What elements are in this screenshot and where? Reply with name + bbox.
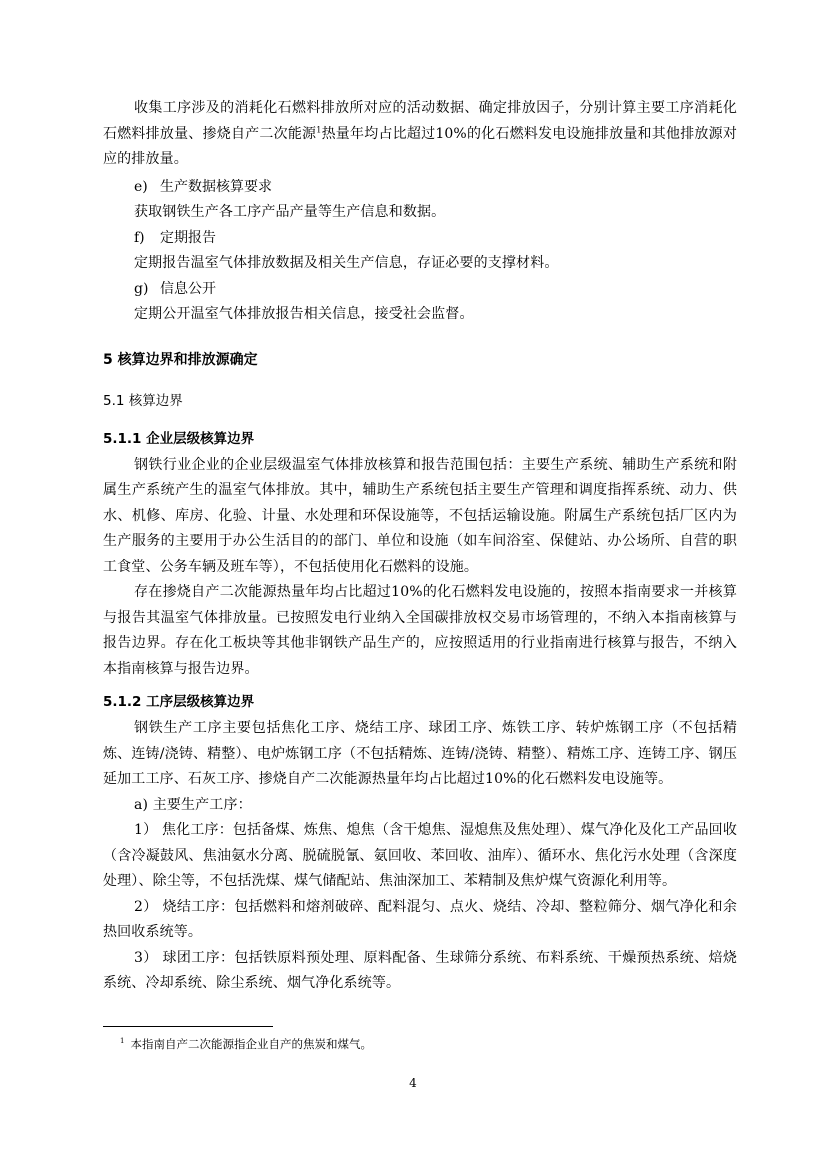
main-processes-label: a) 主要生产工序： <box>134 796 252 813</box>
footnote-ref[interactable]: 1 <box>316 124 322 134</box>
list-item-f-text: 定期报告温室气体排放数据及相关生产信息，存证必要的支撑材料。 <box>134 255 559 271</box>
page-number: 4 <box>409 1076 417 1090</box>
process-pelletizing: 3） 球团工序：包括铁原料预处理、原料配备、生球筛分系统、布料系统、干燥预热系统、焙烧系统、冷却系统、除尘系统、烟气净化系统等。 <box>103 949 737 991</box>
process-sintering: 2） 烧结工序：包括燃料和熔剂破碎、配料混匀、点火、烧结、冷却、整粒筛分、烟气净化和余热回收系统等。 <box>103 898 737 940</box>
intro-paragraph: 收集工序涉及的消耗化石燃料排放所对应的活动数据、确定排放因子，分别计算主要工序消耗化石燃料排放量、掺烧自产二次能源$^1$热量年均占比超过10%的化石燃料发电设施排放量和其他排放源对应的排放量。 <box>103 100 738 167</box>
list-item-e-text: 获取钢铁生产各工序产品产量等生产信息和数据。 <box>134 204 446 220</box>
page-body <box>103 96 737 997</box>
section-5-heading: 5 核算边界和排放源确定 <box>103 351 258 368</box>
section-5-1-1-paragraph-1: 钢铁行业企业的企业层级温室气体排放核算和报告范围包括：主要生产系统、辅助生产系统和附属生产系统产生的温室气体排放。其中，辅助生产系统包括主要生产管理和调度指挥系统、动力、供水、机修、库房、化验、计量、水处理和环保设施等，不包括运输设施。附属生产系统包括厂区内为生产服务的主要用于办公生活目的的部门、单位和设施（如车间浴室、保健站、办公场所、自营的职工食堂、公务车辆及班车等），不包括使用化石燃料的设施。 <box>103 456 737 575</box>
footnote-divider <box>103 1026 273 1027</box>
section-5-1-1-heading: 5.1.1 企业层级核算边界 <box>103 430 255 447</box>
section-5-1-2-paragraph: 钢铁生产工序主要包括焦化工序、烧结工序、球团工序、炼铁工序、转炉炼钢工序（不包括精炼、连铸/浇铸、精整）、电炉炼钢工序（不包括精炼、连铸/浇铸、精整）、精炼工序、连铸工序、钢压延加工工序、石灰工序、掺烧自产二次能源热量年均占比超过10%的化石燃料发电设施等。 <box>103 720 737 787</box>
list-item-g: g) 信息公开 <box>134 280 216 297</box>
list-item-e: e) 生产数据核算要求 <box>134 178 272 195</box>
list-item-g-text: 定期公开温室气体排放报告相关信息，接受社会监督。 <box>134 306 474 322</box>
process-coking: 1） 焦化工序：包括备煤、炼焦、熄焦（含干熄焦、湿熄焦及焦处理）、煤气净化及化工产品回收（含冷凝鼓风、焦油氨水分离、脱硫脱氰、氨回收、苯回收、油库）、循环水、焦化污水处理（含深度处理）、除尘等，不包括洗煤、煤气储配站、焦油深加工、苯精制及焦炉煤气资源化利用等。 <box>103 822 737 889</box>
list-item-f: f) 定期报告 <box>134 229 216 246</box>
footnote: $^1$ 本指南自产二次能源指企业自产的焦炭和煤气。 <box>120 1037 372 1051</box>
section-5-1-1-paragraph-2: 存在掺烧自产二次能源热量年均占比超过10%的化石燃料发电设施的，按照本指南要求一并核算与报告其温室气体排放量。已按照发电行业纳入全国碳排放权交易市场管理的，不纳入本指南核算与报告边界。存在化工板块等其他非钢铁产品生产的，应按照适用的行业指南进行核算与报告，不纳入本指南核算与报告边界。 <box>103 584 737 677</box>
section-5-1-2-heading: 5.1.2 工序层级核算边界 <box>103 694 255 710</box>
section-5-1-heading: 5.1 核算边界 <box>103 392 183 409</box>
